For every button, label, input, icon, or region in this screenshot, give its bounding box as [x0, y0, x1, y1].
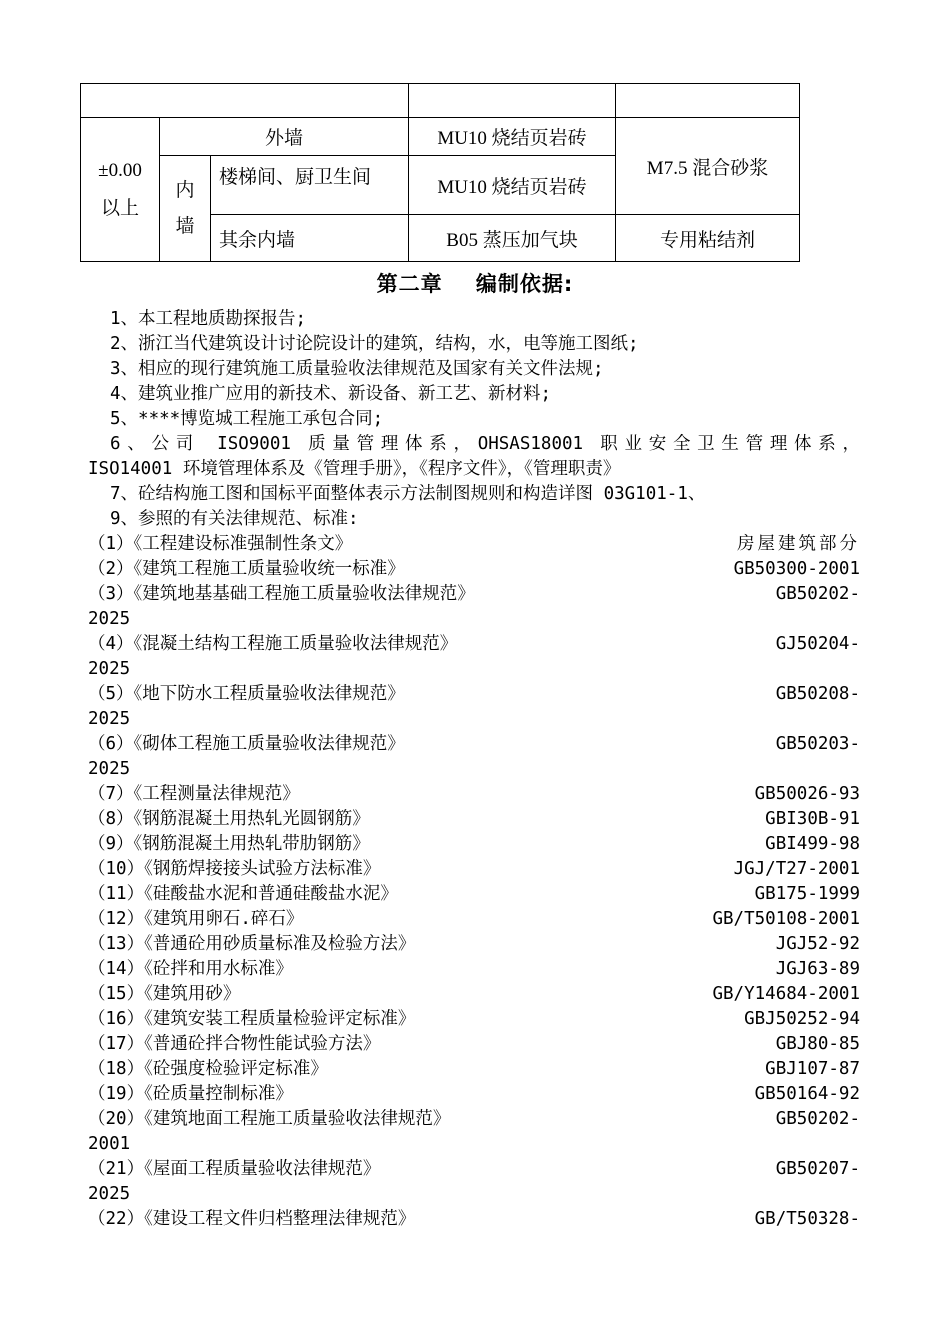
standard-code: JGJ63-89	[775, 959, 860, 979]
standard-title: （12）《建筑用卵石.碎石》	[88, 909, 304, 929]
standard-title: （14）《砼拌和用水标准》	[88, 959, 293, 979]
list-item: 5、****博览城工程施工承包合同;	[110, 409, 384, 429]
table-cell	[409, 84, 616, 118]
standard-row	[88, 682, 860, 707]
list-item: 7、砼结构施工图和国标平面整体表示方法制图规则和构造详图 03G101-1、	[110, 484, 706, 504]
standard-code: GBJ50252-94	[744, 1009, 860, 1029]
standard-row	[88, 632, 860, 657]
standard-code: GB50203-	[775, 734, 860, 754]
stair-brick-cell: MU10 烧结页岩砖	[409, 156, 616, 215]
standard-code: GB50202-	[775, 1109, 860, 1129]
level-label: ±0.00以上	[98, 159, 142, 219]
stair-wall-cell: 楼梯间、厨卫生间	[211, 156, 409, 215]
table-row	[81, 84, 800, 118]
list-item: 2、浙江当代建筑设计讨论院设计的建筑，结构，水，电等施工图纸;	[110, 334, 639, 354]
standard-code: GB175-1999	[754, 884, 860, 904]
standard-title: （13）《普通砼用砂质量标准及检验方法》	[88, 934, 416, 954]
standard-row	[88, 857, 860, 882]
other-wall-cell: 其余内墙	[211, 215, 409, 262]
standard-title: （20）《建筑地面工程施工质量验收法律规范》	[88, 1109, 451, 1129]
standard-row	[88, 1082, 860, 1107]
standard-title: （1）《工程建设标准强制性条文》	[88, 534, 353, 554]
standard-row	[88, 807, 860, 832]
standard-code: GBJ80-85	[775, 1034, 860, 1054]
standard-row	[88, 732, 860, 757]
standard-title: （22）《建设工程文件归档整理法律规范》	[88, 1209, 416, 1229]
table-cell	[616, 84, 800, 118]
standard-title: （5）《地下防水工程质量验收法律规范》	[88, 684, 405, 704]
standard-code: GB50164-92	[754, 1084, 860, 1104]
materials-table	[80, 83, 800, 262]
adhesive-cell: 专用粘结剂	[616, 215, 800, 262]
standard-code: GBI30B-91	[765, 809, 860, 829]
standard-row	[88, 1107, 860, 1132]
standard-row	[88, 1157, 860, 1182]
standard-code-wrap: 2025	[88, 759, 131, 779]
standard-code: 房屋建筑部分	[737, 534, 860, 554]
standard-row	[88, 932, 860, 957]
list-item: 1、本工程地质勘探报告;	[110, 309, 307, 329]
standard-title: （16）《建筑安装工程质量检验评定标准》	[88, 1009, 416, 1029]
standard-title: （21）《屋面工程质量验收法律规范》	[88, 1159, 381, 1179]
standard-title: （6）《砌体工程施工质量验收法律规范》	[88, 734, 405, 754]
chapter-title: 第二章 编制依据:	[376, 272, 574, 296]
standard-code: GBI499-98	[765, 834, 860, 854]
standard-code-wrap: 2025	[88, 709, 131, 729]
list-item: 9、参照的有关法律规范、标准:	[110, 509, 359, 529]
standard-row	[88, 782, 860, 807]
standard-title: （10）《钢筋焊接接头试验方法标准》	[88, 859, 381, 879]
standard-code: GB/T50328-	[754, 1209, 860, 1229]
standard-code: GB50202-	[775, 584, 860, 604]
standard-row	[88, 532, 860, 557]
standard-row	[88, 832, 860, 857]
standard-code: GB/Y14684-2001	[712, 984, 860, 1004]
other-block-cell: B05 蒸压加气块	[409, 215, 616, 262]
standard-row	[88, 557, 860, 582]
outer-brick-cell: MU10 烧结页岩砖	[409, 118, 616, 156]
table-row	[81, 118, 800, 156]
level-label-cell	[81, 118, 160, 262]
document-body	[88, 307, 860, 1232]
standard-code-wrap: 2025	[88, 659, 131, 679]
standard-row	[88, 582, 860, 607]
standard-row	[88, 982, 860, 1007]
standard-title: （8）《钢筋混凝土用热轧光圆钢筋》	[88, 809, 370, 829]
standard-row	[88, 907, 860, 932]
standard-title: （15）《建筑用砂》	[88, 984, 241, 1004]
standard-title: （18）《砼强度检验评定标准》	[88, 1059, 328, 1079]
list-item: 6、公司 ISO9001 质量管理体系，OHSAS18001 职业安全卫生管理体系，	[110, 434, 860, 454]
standard-code: GBJ107-87	[765, 1059, 860, 1079]
standard-title: （9）《钢筋混凝土用热轧带肋钢筋》	[88, 834, 370, 854]
inner-wall-label: 内墙	[175, 179, 195, 237]
standard-code-wrap: 2025	[88, 1184, 131, 1204]
standard-row	[88, 1057, 860, 1082]
standard-row	[88, 957, 860, 982]
standard-title: （3）《建筑地基基础工程施工质量验收法律规范》	[88, 584, 475, 604]
standard-code: JGJ/T27-2001	[733, 859, 860, 879]
standard-title: （4）《混凝土结构工程施工质量验收法律规范》	[88, 634, 458, 654]
standard-row	[88, 882, 860, 907]
table-cell	[81, 84, 409, 118]
standard-code: GB50026-93	[754, 784, 860, 804]
standard-title: （2）《建筑工程施工质量验收统一标准》	[88, 559, 405, 579]
standard-row	[88, 1032, 860, 1057]
inner-wall-cell	[160, 156, 211, 262]
standard-code-wrap: 2025	[88, 609, 131, 629]
list-item-continuation: ISO14001 环境管理体系及《管理手册》，《程序文件》，《管理职责》	[88, 459, 621, 479]
standard-code: GB/T50108-2001	[712, 909, 860, 929]
standard-code: JGJ52-92	[775, 934, 860, 954]
standard-title: （7）《工程测量法律规范》	[88, 784, 300, 804]
standards-list	[88, 532, 860, 1232]
standard-title: （17）《普通砼拌合物性能试验方法》	[88, 1034, 381, 1054]
list-item: 4、建筑业推广应用的新技术、新设备、新工艺、新材料;	[110, 384, 552, 404]
standard-row	[88, 1007, 860, 1032]
standard-row	[88, 1207, 860, 1232]
standard-code: GB50207-	[775, 1159, 860, 1179]
mortar-cell: M7.5 混合砂浆	[616, 118, 800, 215]
standard-code: GJ50204-	[775, 634, 860, 654]
outer-wall-cell: 外墙	[160, 118, 409, 156]
standard-code-wrap: 2001	[88, 1134, 131, 1154]
standard-code: GB50208-	[775, 684, 860, 704]
list-item: 3、相应的现行建筑施工质量验收法律规范及国家有关文件法规;	[110, 359, 604, 379]
standard-title: （11）《硅酸盐水泥和普通硅酸盐水泥》	[88, 884, 398, 904]
standard-code: GB50300-2001	[733, 559, 860, 579]
standard-title: （19）《砼质量控制标准》	[88, 1084, 293, 1104]
